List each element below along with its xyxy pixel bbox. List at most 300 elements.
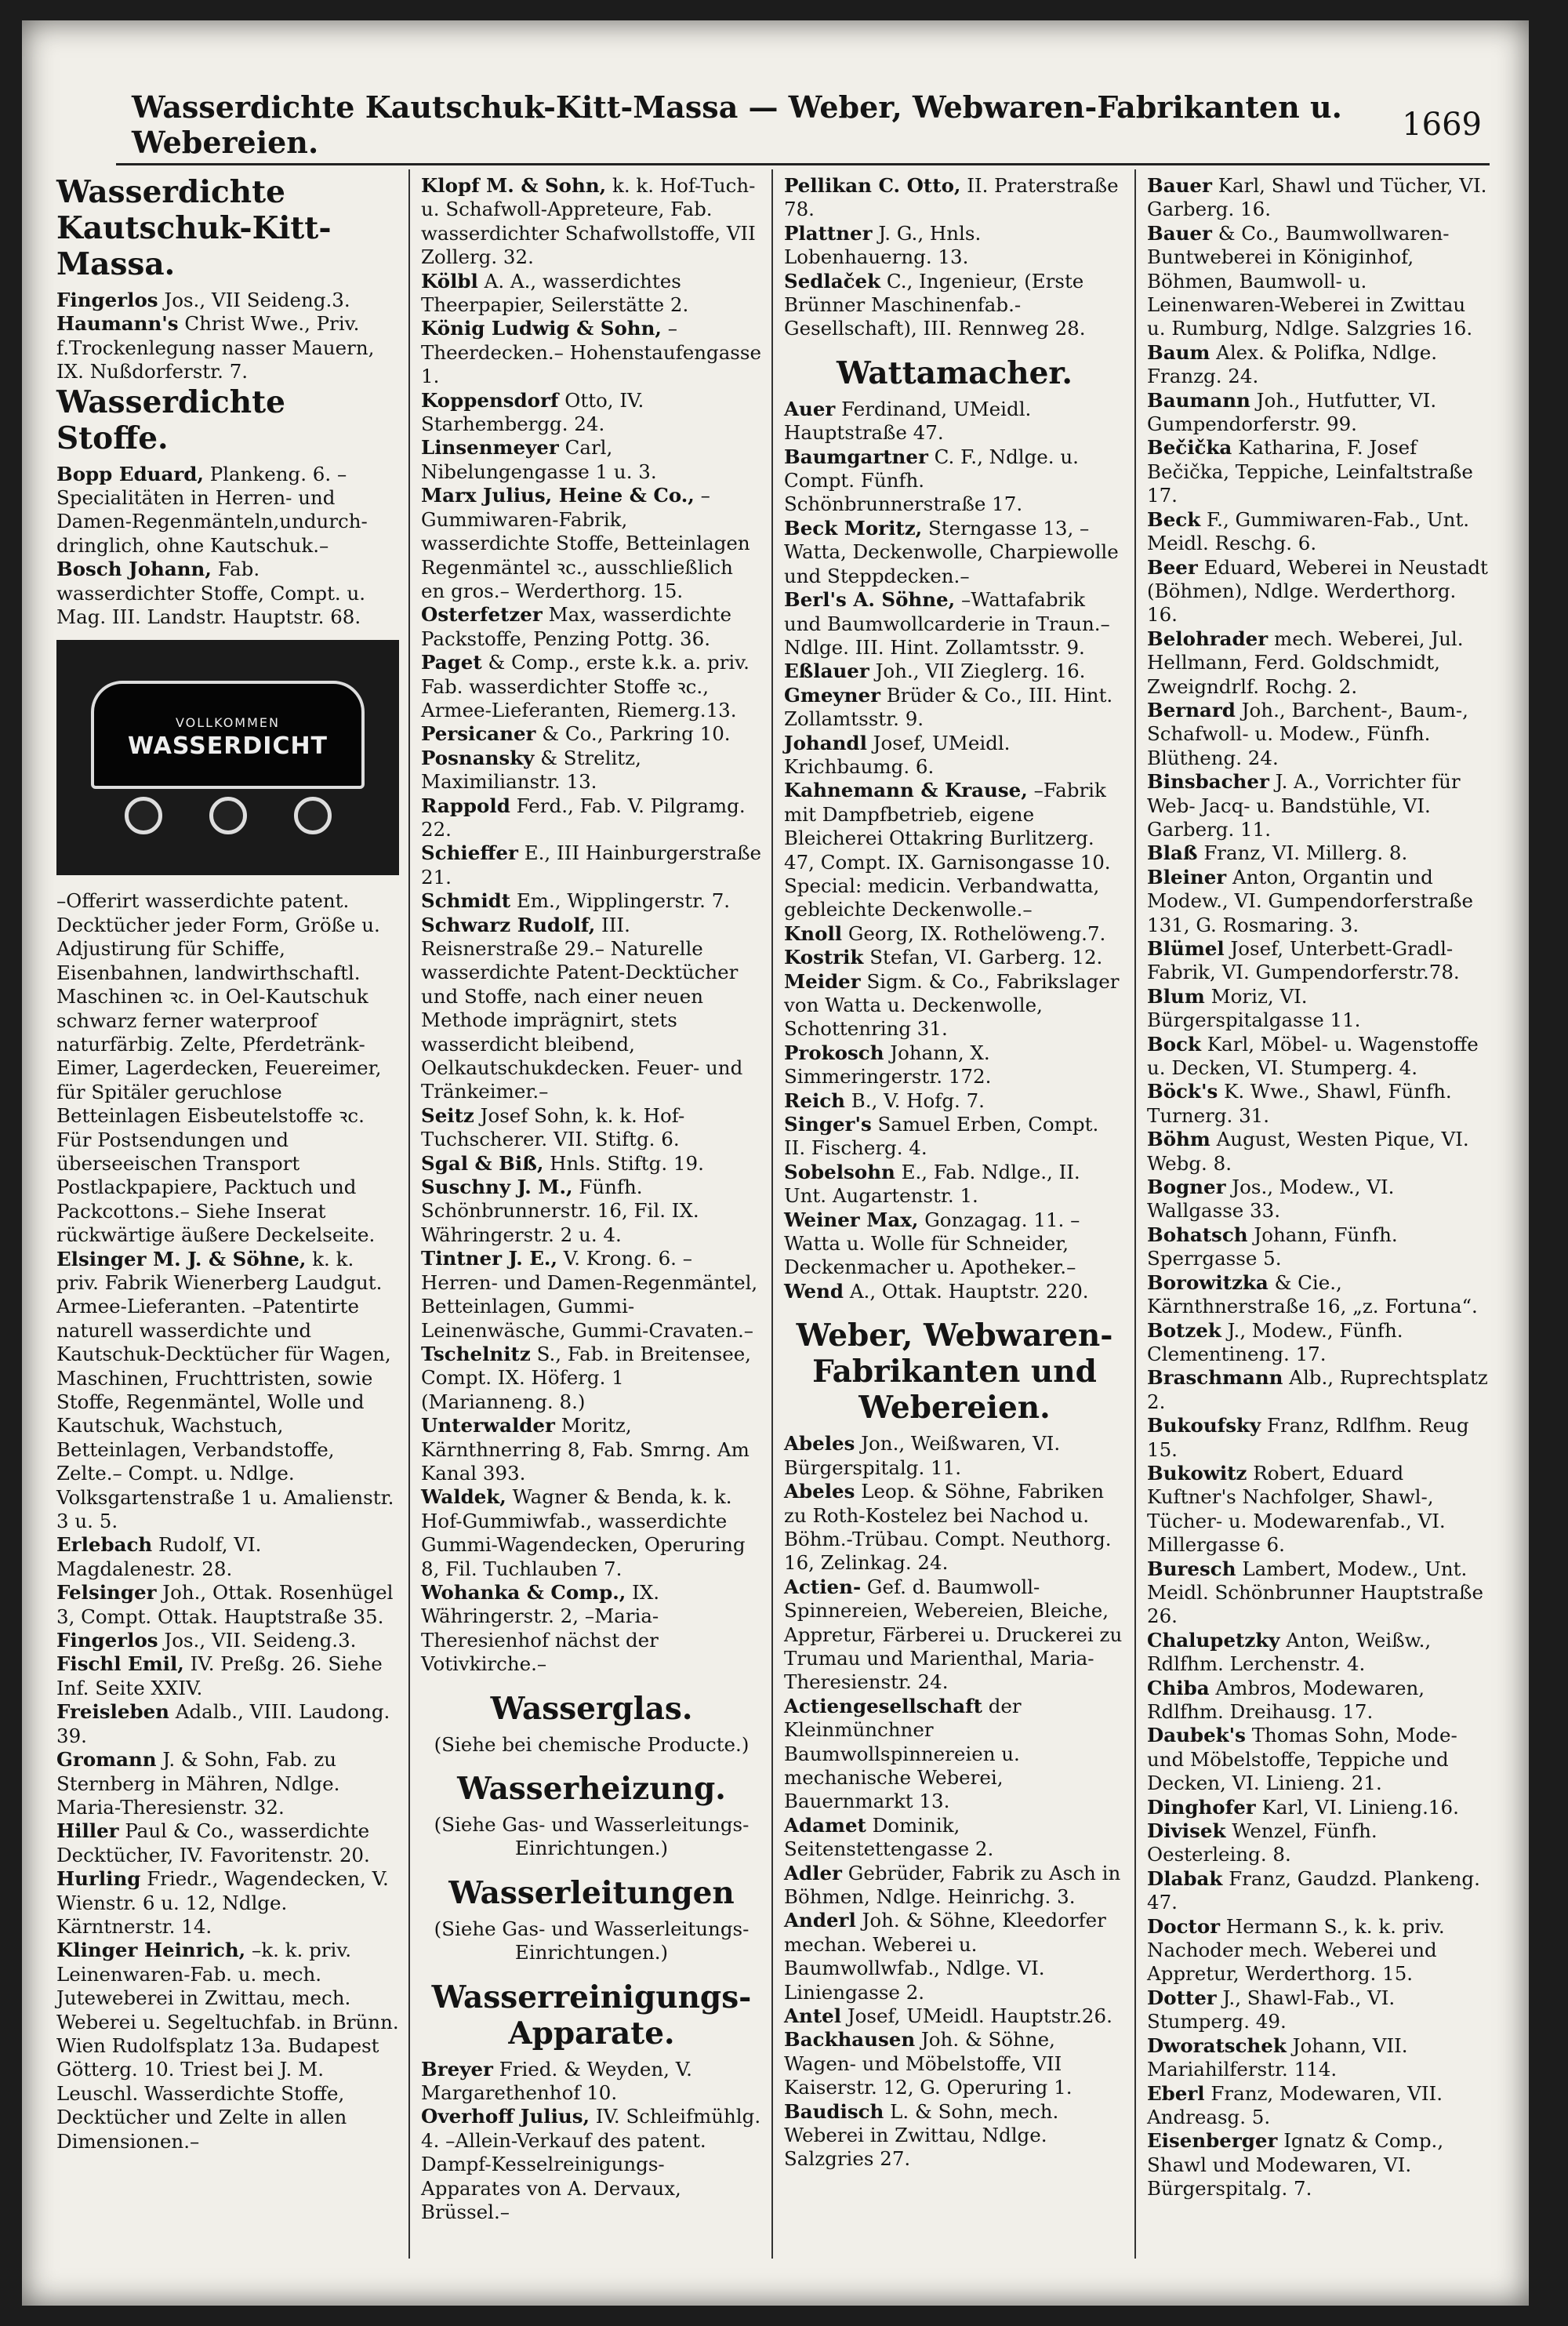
entry-name: Eßlauer xyxy=(784,660,869,683)
entry-name: Eisenberger xyxy=(1147,2129,1278,2153)
entry-name: Böhm xyxy=(1147,1128,1210,1151)
entry-name: Gmeyner xyxy=(784,683,880,707)
directory-entry xyxy=(1147,2034,1488,2082)
section-heading: Wasserglas. xyxy=(490,1690,693,1727)
directory-entry xyxy=(784,1909,1125,2004)
entry-name: Plattner xyxy=(784,221,873,245)
directory-entry xyxy=(421,436,762,484)
entry-name: Bock xyxy=(1147,1032,1201,1056)
entry-details: Sterngasse 13, –Watta, Deckenwolle, Charpiewolle und Steppdecken.– xyxy=(784,516,1119,587)
section-heading: Wasserdichte Kautschuk-Kitt-Massa. xyxy=(56,174,332,282)
entry-details: Christ Wwe., Priv. f.Trockenlegung nasser Mauern, IX. Nußdorferstr. 7. xyxy=(56,312,375,383)
directory-entry xyxy=(421,841,762,889)
directory-entry xyxy=(1147,1819,1488,1867)
directory-entry xyxy=(784,1814,1125,1862)
entry-name: Belohrader xyxy=(1147,627,1269,650)
entry-name: Adler xyxy=(784,1861,842,1884)
entry-name: Doctor xyxy=(1147,1914,1221,1938)
directory-entry xyxy=(1147,1176,1488,1223)
directory-entry xyxy=(784,1695,1125,1814)
directory-entry xyxy=(421,270,762,318)
entry-details: Fried. & Weyden, V. Margarethenhof 10. xyxy=(421,2057,692,2105)
entry-details: Johann, X. Simmeringerstr. 172. xyxy=(784,1041,992,1088)
entry-details: IV. Preßg. 26. Siehe Inf. Seite XXIV. xyxy=(56,1652,383,1699)
directory-entry xyxy=(784,517,1125,588)
entry-name: Dinghofer xyxy=(1147,1795,1256,1819)
entry-details: Joh. & Söhne, Kleedorfer mechan. Weberei u. Baumwollwfab., Ndlge. VI. Liniengasse 2. xyxy=(784,1909,1106,2004)
entry-details: Anton, Organtin und Modew., VI. Gumpendorferstraße 131, G. Rosmaring. 3. xyxy=(1147,865,1473,936)
entry-name: Blümel xyxy=(1147,937,1225,960)
entry-name: Klinger Heinrich, xyxy=(56,1939,246,1962)
entry-details: der Kleinmünchner Baumwollspinnereien u. mechanische Weberei, Bauernmarkt 13. xyxy=(784,1694,1022,1813)
entry-name: Paget xyxy=(421,651,482,674)
entry-details: J., Shawl-Fab., VI. Stumperg. 49. xyxy=(1147,1986,1396,2033)
entry-name: Bosch Johann, xyxy=(56,558,212,581)
entry-details: Hermann S., k. k. priv. Nachoder mech. Weberei und Appretur, Werderthorg. 15. xyxy=(1147,1914,1445,1986)
directory-entry xyxy=(784,2100,1125,2172)
directory-entry xyxy=(421,174,762,270)
entry-name: Bogner xyxy=(1147,1176,1226,1199)
entry-name: Dlabak xyxy=(1147,1866,1223,1890)
entry-details: –Offerirt wasserdichte patent. Decktücher jeder Form, Größe u. Adjustirung für Schiffe, Eisenbahnen, landwirthschaftl. Maschinen ꝛc. in Oel-Kautschuk schwarz ferner waterproof naturfärbig. Zelte, Pferdetränk-Eimer, Lagerdecken, Feuereimer, für Spitäler geruchlose Betteinlagen Eisbeutelstoffe ꝛc. Für Postsendungen und überseeischen Transport Postlackpapiere, Packtuch und Packcottons.– Siehe Inserat rückwärtige äußere Deckelseite. xyxy=(56,889,382,1247)
directory-entry xyxy=(56,289,399,312)
entry-name: Hiller xyxy=(56,1819,119,1843)
entry-details: Joh. & Söhne, Wagen- und Möbelstoffe, VII Kaiserstr. 12, G. Operuring 1. xyxy=(784,2028,1073,2099)
directory-entry xyxy=(784,1208,1125,1280)
entry-list xyxy=(56,463,399,630)
entry-details: C. F., Ndlge. u. Compt. Fünfh. Schönbrunnerstraße 17. xyxy=(784,445,1079,516)
entry-name: Baumann xyxy=(1147,388,1250,412)
column-2 xyxy=(408,169,771,2259)
directory-entry xyxy=(1147,1677,1488,1725)
entry-name: Beer xyxy=(1147,555,1198,579)
directory-entry xyxy=(784,779,1125,921)
entry-name: Schwarz Rudolf, xyxy=(421,913,596,936)
entry-name: Botzek xyxy=(1147,1318,1221,1342)
directory-entry xyxy=(421,1485,762,1581)
entry-name: Auer xyxy=(784,397,836,420)
entry-details: Katharina, F. Josef Bečička, Teppiche, Leinfaltstraße 17. xyxy=(1147,436,1473,507)
entry-name: Unterwalder xyxy=(421,1414,555,1437)
entry-name: Fischl Emil, xyxy=(56,1652,184,1676)
directory-entry xyxy=(421,1176,762,1247)
directory-entry xyxy=(784,1432,1125,1480)
entry-details: Thomas Sohn, Mode- und Möbelstoffe, Teppiche und Decken, VI. Linieng. 21. xyxy=(1147,1724,1457,1795)
entry-name: Seitz xyxy=(421,1103,474,1127)
section-heading: Weber, Webwaren-Fabrikanten und Webereien. xyxy=(796,1317,1113,1426)
entry-details: Josef, UMeidl. Hauptstr.26. xyxy=(847,2004,1112,2028)
entry-details: Joh., Barchent-, Baum-, Schafwoll- u. Modew., Fünfh. Blütheng. 24. xyxy=(1147,698,1468,769)
entry-details: Gebrüder, Fabrik zu Asch in Böhmen, Ndlge. Heinrichg. 3. xyxy=(784,1861,1121,1908)
directory-entry xyxy=(1147,1462,1488,1557)
directory-entry xyxy=(784,174,1125,222)
wheel-icon xyxy=(125,797,162,834)
ad-line-2: WASSERDICHT xyxy=(127,732,328,761)
entry-details: Josef Sohn, k. k. Hof-Tuchscherer. VII. Stiftg. 6. xyxy=(421,1103,685,1151)
directory-entry xyxy=(1147,2082,1488,2130)
directory-entry xyxy=(421,389,762,437)
entry-name: Baudisch xyxy=(784,2099,884,2123)
entry-details: Dominik, Seitenstettengasse 2. xyxy=(784,1813,994,1861)
entry-name: Anderl xyxy=(784,1909,856,1932)
directory-entry xyxy=(1147,341,1488,389)
entry-details: mech. Weberei, Jul. Hellmann, Ferd. Goldschmidt, Zweigndrlf. Rochg. 2. xyxy=(1147,627,1464,698)
directory-entry xyxy=(421,1104,762,1152)
entry-name: Posnansky xyxy=(421,746,535,769)
entry-details: E., Fab. Ndlge., II. Unt. Augartenstr. 1. xyxy=(784,1160,1080,1208)
entry-name: Backhausen xyxy=(784,2028,916,2052)
section-heading: Wattamacher. xyxy=(837,354,1073,391)
column-3 xyxy=(771,169,1134,2259)
directory-entry xyxy=(784,1113,1125,1161)
directory-entry xyxy=(1147,1724,1488,1795)
entry-details: Josef, UMeidl. Krichbaumg. 6. xyxy=(784,731,1011,778)
entry-details: Jos., Modew., VI. Wallgasse 33. xyxy=(1147,1176,1395,1223)
entry-list xyxy=(1147,174,1488,2201)
directory-entry xyxy=(1147,841,1488,865)
directory-entry xyxy=(56,1652,399,1700)
directory-entry xyxy=(1147,436,1488,507)
directory-entry xyxy=(784,684,1125,732)
directory-entry xyxy=(1147,1867,1488,1915)
entry-details: Karl, VI. Linieng.16. xyxy=(1261,1795,1459,1819)
entry-name: Actiengesellschaft xyxy=(784,1694,982,1717)
directory-entry xyxy=(56,1819,399,1867)
section-heading: Wasserheizung. xyxy=(457,1771,726,1807)
directory-entry xyxy=(421,651,762,722)
directory-entry xyxy=(56,1700,399,1748)
header-rule xyxy=(116,163,1490,165)
directory-page xyxy=(22,20,1529,2306)
entry-details: Em., Wipplingerstr. 7. xyxy=(516,889,731,913)
entry-name: Wohanka & Comp., xyxy=(421,1580,626,1604)
entry-details: K. Wwe., Shawl, Fünfh. Turnerg. 31. xyxy=(1147,1080,1452,1127)
directory-entry xyxy=(1147,1033,1488,1081)
directory-entry xyxy=(1147,1128,1488,1176)
entry-name: Waldek, xyxy=(421,1485,506,1509)
entry-name: Berl's A. Söhne, xyxy=(784,588,956,612)
entry-details: Samuel Erben, Compt. II. Fischerg. 4. xyxy=(784,1113,1099,1160)
entry-details: Johann, Fünfh. Sperrgasse 5. xyxy=(1147,1223,1398,1270)
directory-entry xyxy=(1147,508,1488,556)
entry-details: Joh., Hutfutter, VI. Gumpendorferstr. 99. xyxy=(1147,388,1437,436)
directory-entry xyxy=(421,722,762,746)
directory-entry xyxy=(56,1867,399,1939)
entry-details: Rudolf, VI. Magdalenestr. 28. xyxy=(56,1533,262,1580)
ad-line-1: VOLLKOMMEN xyxy=(176,715,280,731)
directory-entry xyxy=(421,2105,762,2224)
section-note: (Siehe Gas- und Wasserleitungs-Einrichtungen.) xyxy=(434,1917,750,1964)
entry-list xyxy=(56,889,399,2153)
entry-details: Franz, Rdlfhm. Reug 15. xyxy=(1147,1414,1469,1461)
entry-name: Knoll xyxy=(784,921,843,945)
directory-entry xyxy=(1147,1080,1488,1128)
entry-name: Kostrik xyxy=(784,946,864,969)
directory-entry xyxy=(421,317,762,388)
entry-details: & Cie., Kärnthnerstraße 16, „z. Fortuna“. xyxy=(1147,1270,1478,1318)
entry-details: B., V. Hofg. 7. xyxy=(851,1088,985,1112)
columns xyxy=(45,169,1497,2259)
advertisement-image xyxy=(56,640,399,875)
entry-name: Bohatsch xyxy=(1147,1223,1248,1246)
directory-entry xyxy=(56,1629,399,1652)
entry-details: IX. Währingerstr. 2, –Maria-Theresienhof nächst der Votivkirche.– xyxy=(421,1580,660,1676)
entry-details: J., Modew., Fünfh. Clementineng. 17. xyxy=(1147,1318,1403,1365)
entry-details: Brüder & Co., III. Hint. Zollamtsstr. 9. xyxy=(784,683,1113,731)
entry-name: Haumann's xyxy=(56,312,179,336)
directory-entry xyxy=(784,1161,1125,1208)
directory-entry xyxy=(56,463,399,558)
entry-details: –Gummiwaren-Fabrik, wasserdichte Stoffe, Betteinlagen Regenmäntel ꝛc., ausschließlich en gros.– Werderthorg. 15. xyxy=(421,484,750,602)
entry-details: Joh., Ottak. Rosenhügel 3, Compt. Ottak. Hauptstraße 35. xyxy=(56,1581,394,1628)
wheels xyxy=(125,797,332,834)
entry-details: & Co., Baumwollwaren-Buntweberei in Königinhof, Böhmen, Baumwoll- u. Leinenwaren-Weberei in Zwittau u. Rumburg, Ndlge. Salzgries 16. xyxy=(1147,221,1473,340)
directory-entry xyxy=(421,1414,762,1485)
directory-entry xyxy=(421,747,762,794)
entry-details: –Wattafabrik und Baumwollcarderie in Traun.– Ndlge. III. Hint. Zollamtsstr. 9. xyxy=(784,588,1110,659)
directory-entry xyxy=(1147,1271,1488,1319)
directory-entry xyxy=(1147,1366,1488,1414)
entry-details: Wagner & Benda, k. k. Hof-Gummiwfab., wasserdichte Gummi-Wagendecken, Operuring 8, Fil. Tuchlauben 7. xyxy=(421,1485,746,1580)
directory-entry xyxy=(784,2004,1125,2028)
entry-list xyxy=(784,174,1125,341)
entry-name: Singer's xyxy=(784,1113,872,1136)
entry-name: Binsbacher xyxy=(1147,770,1269,794)
entry-name: Fingerlos xyxy=(56,1629,158,1652)
entry-details: Paul & Co., wasserdichte Decktücher, IV. Favoritenstr. 20. xyxy=(56,1819,370,1866)
directory-entry xyxy=(1147,222,1488,341)
running-title: Wasserdichte Kautschuk-Kitt-Massa — Weber, Webwaren-Fabrikanten u. Webereien. xyxy=(132,89,1342,160)
entry-name: Abeles xyxy=(784,1480,855,1503)
entry-name: Dotter xyxy=(1147,1986,1217,2009)
entry-details: A. A., wasserdichtes Theerpapier, Seilerstätte 2. xyxy=(421,269,689,317)
entry-details: k. k. priv. Fabrik Wienerberg Laudgut. Armee-Lieferanten. –Patentirte naturell wasserdichte und Kautschuk-Decktücher für Wagen, Maschinen, Fruchttristen, sowie Stoffe, Regenmäntel, Wolle und Kautschuk, Wachstuch, Betteinlagen, Verbandstoffe, Zelte.– Compt. u. Ndlge. Volksgartenstraße 1 u. Amalienstr. 3 u. 5. xyxy=(56,1247,394,1533)
entry-name: Bopp Eduard, xyxy=(56,462,204,485)
section-note: (Siehe bei chemische Producte.) xyxy=(434,1732,750,1756)
entry-name: Borowitzka xyxy=(1147,1270,1269,1294)
entry-name: Beck Moritz, xyxy=(784,516,923,540)
entry-details: II. Praterstraße 78. xyxy=(784,174,1119,221)
directory-entry xyxy=(1147,2129,1488,2201)
directory-entry xyxy=(784,1041,1125,1089)
entry-details: A., Ottak. Hauptstr. 220. xyxy=(849,1279,1089,1303)
entry-details: Moritz, Kärnthnerring 8, Fab. Smrng. Am Kanal 393. xyxy=(421,1414,750,1485)
entry-details: Jos., VII Seideng.3. xyxy=(164,289,350,311)
directory-entry xyxy=(56,1748,399,1819)
entry-details: Ferdinand, UMeidl. Hauptstraße 47. xyxy=(784,397,1032,445)
entry-name: Marx Julius, Heine & Co., xyxy=(421,484,695,507)
entry-details: Sigm. & Co., Fabrikslager von Watta u. Deckenwolle, Schottenring 31. xyxy=(784,969,1120,1041)
entry-details: Stefan, VI. Garberg. 12. xyxy=(869,946,1103,969)
entry-details: F., Gummiwaren-Fab., Unt. Meidl. Reschg. 6. xyxy=(1147,507,1470,555)
entry-name: Freisleben xyxy=(56,1700,169,1724)
directory-entry xyxy=(784,445,1125,517)
directory-entry xyxy=(421,914,762,1104)
entry-details: Franz, VI. Millerg. 8. xyxy=(1203,841,1408,865)
section-note: (Siehe Gas- und Wasserleitungs-Einrichtungen.) xyxy=(434,1813,750,1860)
entry-name: Fingerlos xyxy=(56,289,158,311)
entry-name: Chiba xyxy=(1147,1676,1210,1699)
entry-name: Sgal & Biß, xyxy=(421,1151,544,1175)
directory-entry xyxy=(56,1248,399,1534)
entry-name: Baumgartner xyxy=(784,445,928,468)
entry-details: Carl, Nibelungengasse 1 u. 3. xyxy=(421,436,657,483)
entry-details: Jos., VII. Seideng.3. xyxy=(164,1629,357,1652)
directory-entry xyxy=(421,603,762,651)
entry-details: Robert, Eduard Kuftner's Nachfolger, Shawl-, Tücher- u. Modewarenfab., VI. Millergasse 6. xyxy=(1147,1461,1446,1557)
entry-details: Lambert, Modew., Unt. Meidl. Schönbrunner Hauptstraße 26. xyxy=(1147,1557,1483,1628)
directory-entry xyxy=(1147,699,1488,770)
directory-entry xyxy=(421,484,762,603)
entry-details: & Co., Parkring 10. xyxy=(542,722,731,746)
directory-entry xyxy=(1147,389,1488,437)
directory-entry xyxy=(784,970,1125,1041)
entry-details: & Strelitz, Maximilianstr. 13. xyxy=(421,746,641,794)
entry-details: Franz, Modewaren, VII. Andreasg. 5. xyxy=(1147,2081,1443,2128)
directory-entry xyxy=(1147,556,1488,627)
entry-name: Beck xyxy=(1147,507,1201,531)
directory-entry xyxy=(784,660,1125,683)
entry-name: Bukoufsky xyxy=(1147,1414,1261,1437)
directory-entry xyxy=(1147,1223,1488,1271)
page-header xyxy=(132,89,1482,160)
entry-name: Osterfetzer xyxy=(421,603,543,627)
entry-name: Linsenmeyer xyxy=(421,436,559,460)
entry-name: Dworatschek xyxy=(1147,2033,1287,2057)
entry-name: Prokosch xyxy=(784,1041,884,1064)
entry-name: Hurling xyxy=(56,1867,141,1891)
entry-name: Pellikan C. Otto, xyxy=(784,174,961,197)
directory-entry xyxy=(784,922,1125,946)
entry-details: Karl, Shawl und Tücher, VI. Garberg. 16. xyxy=(1147,174,1487,221)
entry-name: Sedlaček xyxy=(784,269,881,293)
directory-entry xyxy=(421,794,762,842)
directory-entry xyxy=(421,1152,762,1176)
entry-details: Fab. wasserdichter Stoffe, Compt. u. Mag. III. Landstr. Hauptstr. 68. xyxy=(56,558,366,629)
entry-details: Anton, Weißw., Rdlfhm. Lerchenstr. 4. xyxy=(1147,1628,1432,1676)
entry-name: Meider xyxy=(784,969,861,993)
directory-entry xyxy=(56,889,399,1247)
entry-list xyxy=(784,1432,1125,2172)
entry-details: Ignatz & Comp., Shawl und Modewaren, VI. Bürgerspitalg. 7. xyxy=(1147,2129,1444,2201)
directory-entry xyxy=(1147,985,1488,1033)
directory-entry xyxy=(784,1089,1125,1113)
wagon-illustration xyxy=(91,681,365,789)
entry-details: –Fabrik mit Dampfbetrieb, eigene Bleicherei Ottakring Burlitzerg. 47, Compt. IX. Garnisongasse 10. Special: medicin. Verbandwatta, gebleichte Deckenwolle.– xyxy=(784,779,1111,921)
entry-name: Actien- xyxy=(784,1575,862,1598)
entry-details: V. Krong. 6. –Herren- und Damen-Regenmäntel, Betteinlagen, Gummi-Leinenwäsche, Gummi-Cravaten.– xyxy=(421,1247,758,1342)
entry-details: Jon., Weißwaren, VI. Bürgerspitalg. 11. xyxy=(784,1432,1061,1479)
entry-name: Kölbl xyxy=(421,269,478,293)
entry-details: Friedr., Wagendecken, V. Wienstr. 6 u. 12, Ndlge. Kärntnerstr. 14. xyxy=(56,1867,389,1938)
directory-entry xyxy=(1147,866,1488,937)
directory-entry xyxy=(56,1581,399,1629)
entry-name: Overhoff Julius, xyxy=(421,2105,590,2128)
entry-name: Chalupetzky xyxy=(1147,1628,1280,1652)
entry-details: C., Ingenieur, (Erste Brünner Maschinenfab.-Gesellschaft), III. Rennweg 28. xyxy=(784,269,1086,340)
entry-name: Divisek xyxy=(1147,1819,1226,1843)
directory-entry xyxy=(784,1576,1125,1695)
entry-name: Bečička xyxy=(1147,436,1232,460)
entry-details: Josef, Unterbett-Gradl-Fabrik, VI. Gumpendorferstr.78. xyxy=(1147,937,1460,984)
directory-entry xyxy=(421,889,762,913)
entry-list xyxy=(56,289,399,384)
entry-list xyxy=(421,174,762,1677)
entry-details: Johann, VII. Mariahilferstr. 114. xyxy=(1147,2033,1408,2081)
directory-entry xyxy=(784,1280,1125,1303)
entry-name: Bernard xyxy=(1147,698,1236,721)
directory-entry xyxy=(56,558,399,629)
entry-details: Hnls. Stiftg. 19. xyxy=(550,1151,704,1175)
entry-name: Erlebach xyxy=(56,1533,153,1557)
entry-name: Blaß xyxy=(1147,841,1198,865)
entry-details: Moriz, VI. Bürgerspitalgasse 11. xyxy=(1147,984,1361,1032)
wheel-icon xyxy=(209,797,247,834)
section-heading: Wasserdichte Stoffe. xyxy=(56,383,285,456)
directory-entry xyxy=(784,1480,1125,1576)
entry-details: –k. k. priv. Leinenwaren-Fab. u. mech. Juteweberei in Zwittau, mech. Weberei u. Segeltuchfab. in Brünn. Wien Rudolfsplatz 13a. Budapest Götterg. 10. Triest bei J. M. Leuschl. Wasserdichte Stoffe, Decktücher und Zelte in allen Dimensionen.– xyxy=(56,1939,399,2153)
directory-entry xyxy=(421,1343,762,1414)
entry-details: S., Fab. in Breitensee, Compt. IX. Höferg. 1 (Marianneng. 8.) xyxy=(421,1342,751,1413)
entry-details: Joh., VII Zieglerg. 16. xyxy=(875,660,1086,683)
entry-name: Koppensdorf xyxy=(421,388,559,412)
entry-name: Johandl xyxy=(784,731,867,754)
entry-details: Leop. & Söhne, Fabriken zu Roth-Kostelez bei Nachod u. Böhm.-Trübau. Compt. Neuthorg. 16, Zelinkag. 24. xyxy=(784,1480,1112,1575)
entry-details: Ambros, Modewaren, Rdlfhm. Dreihausg. 17. xyxy=(1147,1676,1425,1723)
directory-entry xyxy=(784,1862,1125,1910)
entry-name: Elsinger M. J. & Söhne, xyxy=(56,1247,307,1270)
directory-entry xyxy=(421,1581,762,1677)
directory-entry xyxy=(1147,1629,1488,1677)
wheel-icon xyxy=(294,797,332,834)
entry-name: Sobelsohn xyxy=(784,1160,895,1183)
entry-name: Suschny J. M., xyxy=(421,1176,573,1199)
entry-list xyxy=(784,398,1125,1303)
entry-name: Schieffer xyxy=(421,841,518,865)
entry-details: Gef. d. Baumwoll-Spinnereien, Webereien, Bleiche, Appretur, Färberei u. Druckerei zu Trumau und Marienthal, Maria-Theresienstr. 24. xyxy=(784,1575,1123,1694)
entry-name: Persicaner xyxy=(421,722,536,746)
directory-entry xyxy=(1147,937,1488,985)
entry-details: Ferd., Fab. V. Pilgramg. 22. xyxy=(421,794,746,841)
entry-details: J. A., Vorrichter für Web- Jacq- u. Bandstühle, VI. Garberg. 11. xyxy=(1147,770,1461,841)
entry-name: Kahnemann & Krause, xyxy=(784,779,1028,802)
entry-name: Buresch xyxy=(1147,1557,1236,1580)
entry-name: Antel xyxy=(784,2004,842,2028)
directory-entry xyxy=(421,1247,762,1343)
entry-name: Bauer xyxy=(1147,174,1212,197)
entry-name: Blum xyxy=(1147,984,1205,1008)
entry-name: Tintner J. E., xyxy=(421,1247,557,1270)
entry-details: L. & Sohn, mech. Weberei in Zwittau, Ndlge. Salzgries 27. xyxy=(784,2099,1059,2171)
entry-name: Abeles xyxy=(784,1432,855,1456)
column-1 xyxy=(45,169,408,2259)
entry-details: Eduard, Weberei in Neustadt (Böhmen), Ndlge. Werderthorg. 16. xyxy=(1147,555,1488,627)
entry-details: E., III Hainburgerstraße 21. xyxy=(421,841,762,889)
entry-name: Felsinger xyxy=(56,1581,157,1605)
entry-details: & Comp., erste k.k. a. priv. Fab. wasserdichter Stoffe ꝛc., Armee-Lieferanten, Riemerg.13. xyxy=(421,651,750,721)
entry-name: Bauer xyxy=(1147,221,1212,245)
entry-details: Wenzel, Fünfh. Oesterleing. 8. xyxy=(1147,1819,1377,1866)
entry-name: Eberl xyxy=(1147,2081,1205,2105)
directory-entry xyxy=(1147,1319,1488,1367)
section-heading: Wasserleitungen xyxy=(448,1874,735,1911)
entry-details: Alex. & Polifka, Ndlge. Franzg. 24. xyxy=(1147,340,1438,388)
directory-entry xyxy=(784,732,1125,780)
entry-details: IV. Schleifmühlg. 4. –Allein-Verkauf des patent. Dampf-Kesselreinigungs-Apparates von A. Dervaux, Brüssel.– xyxy=(421,2105,761,2224)
directory-entry xyxy=(1147,627,1488,699)
directory-entry xyxy=(784,588,1125,660)
directory-entry xyxy=(1147,1915,1488,1986)
